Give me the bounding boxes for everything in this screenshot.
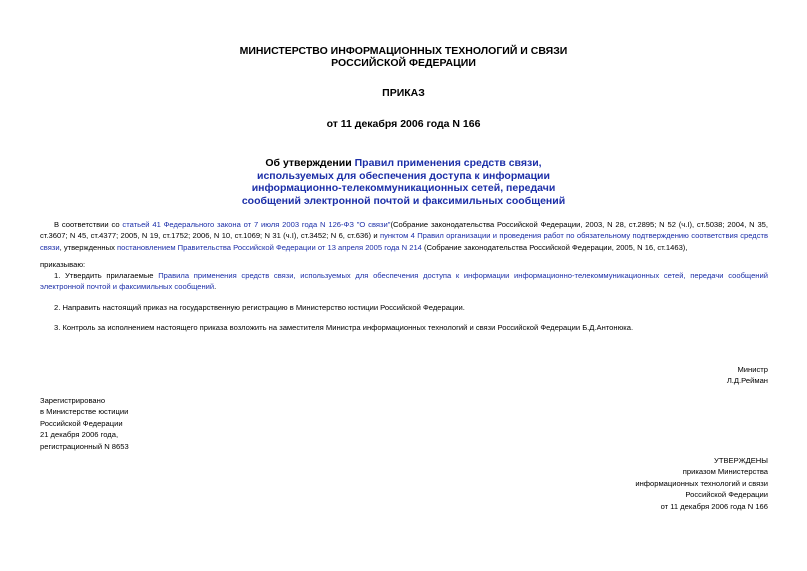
title-link-3[interactable]: информационно-телекоммуникационных сетей, передачи: [251, 182, 556, 195]
ministry-line-2: РОССИЙСКОЙ ФЕДЕРАЦИИ: [331, 57, 476, 69]
item-1-prefix: 1. Утвердить прилагаемые: [54, 271, 159, 280]
signature-position: Министр: [737, 365, 768, 374]
doc-date-number: от 11 декабря 2006 года N 166: [326, 118, 481, 130]
signature-name: Л.Д.Рейман: [726, 376, 768, 386]
title-link-4[interactable]: сообщений электронной почтой и факсимильных сообщений: [241, 194, 566, 207]
doc-type: ПРИКАЗ: [382, 87, 425, 99]
item-3: 3. Контроль за исполнением настоящего приказа возложить на заместителя Министра информационных технологий и связи Российской Федерации Б.Д.Антонюка.: [54, 323, 634, 332]
signature-block: [727, 364, 768, 387]
approval-line-2: приказом Министерства: [682, 467, 768, 477]
registration-line-3: Российской Федерации: [40, 418, 123, 428]
preamble-text-2: (Собрание законодательства Российской Федерации, 2003, N 28, ст.2895; N 52 (ч.I), ст.5038; 2004, N 35, ст.3607; N 45, ст.4377; 2005, N 19, ст.1752; 2006, N 10, ст.1069; N 31 (ч.I), ст.3452; N 6, ст.636) и: [40, 220, 769, 241]
doc-title: [0, 157, 807, 207]
ministry-header: [0, 45, 807, 69]
preamble-text-1: В соответствии со: [54, 220, 123, 229]
approval-line-3: информационных технологий и связи: [635, 478, 768, 488]
government-decree-link[interactable]: постановлением Правительства Российской Федерации от 13 апреля 2005 года N 214: [116, 242, 422, 252]
registration-line-4: 21 декабря 2006 года,: [40, 430, 119, 440]
rules-link[interactable]: Правила применения средств связи, используемых для обеспечения доступа к информации информационно-телекоммуникационных сетей, передачи сообщений электронной почтой и факсимильных сообщений: [40, 271, 768, 292]
approval-line-4: Российской Федерации: [685, 490, 768, 500]
approval-block: [635, 455, 768, 512]
item-1: [40, 270, 768, 293]
approval-line-1: УТВЕРЖДЕНЫ: [714, 456, 768, 465]
preamble-paragraph: [40, 219, 768, 253]
preamble-text-4: (Собрание законодательства Российской Федерации, 2005, N 16, ст.1463),: [421, 242, 688, 252]
item-1-suffix: .: [214, 282, 217, 292]
title-prefix: Об утверждении: [265, 157, 355, 169]
order-word: приказываю:: [40, 260, 86, 269]
registration-block: [40, 395, 129, 452]
registration-line-5: регистрационный N 8653: [40, 441, 129, 451]
ministry-line-1: МИНИСТЕРСТВО ИНФОРМАЦИОННЫХ ТЕХНОЛОГИЙ И СВЯЗИ: [239, 45, 568, 57]
approval-line-5: от 11 декабря 2006 года N 166: [660, 501, 768, 511]
title-link-2[interactable]: используемых для обеспечения доступа к информации: [257, 169, 550, 182]
rules-clause-link[interactable]: пунктом 4 Правил организации и проведения работ по обязательному подтверждению соответствия средств связи: [40, 231, 769, 252]
preamble-text-3: , утвержденных: [59, 242, 117, 252]
title-link-1[interactable]: Правил применения средств связи,: [354, 157, 542, 169]
registration-line-2: в Министерстве юстиции: [40, 407, 129, 417]
item-2: 2. Направить настоящий приказ на государственную регистрацию в Министерство юстиции Российской Федерации.: [54, 303, 465, 312]
law-link[interactable]: статьей 41 Федерального закона от 7 июля 2003 года N 126-ФЗ "О связи": [122, 220, 391, 229]
registration-line-1: Зарегистрировано: [40, 396, 106, 405]
